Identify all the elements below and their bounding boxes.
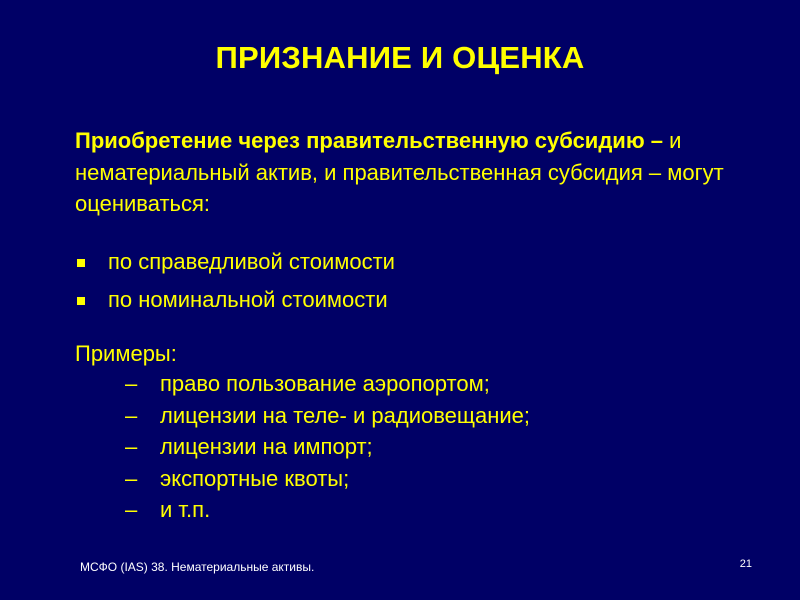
bullet-item <box>75 285 395 323</box>
example-item <box>125 464 530 496</box>
bullet-text: по номинальной стоимости <box>108 287 388 312</box>
dash-bullet-icon: – <box>125 465 138 491</box>
example-item <box>125 432 530 464</box>
examples-list <box>125 369 530 527</box>
example-text: лицензии на теле- и радиовещание; <box>160 402 531 428</box>
slide-title: ПРИЗНАНИЕ И ОЦЕНКА <box>215 40 585 75</box>
example-item <box>125 401 530 433</box>
example-text: экспортные квоты; <box>160 465 350 491</box>
example-text: лицензии на импорт; <box>160 434 373 459</box>
intro-text: и нематериальный актив, и правительственная субсидия – могут оцениваться: <box>75 128 724 216</box>
dash-bullet-icon: – <box>125 497 138 522</box>
dash-bullet-icon: – <box>125 434 138 459</box>
valuation-bullet-list <box>75 247 395 323</box>
square-bullet-icon <box>77 259 85 267</box>
intro-paragraph <box>75 125 735 220</box>
footer-text: МСФО (IAS) 38. Нематериальные активы. <box>80 560 315 574</box>
examples-heading: Примеры: <box>75 341 177 366</box>
example-item <box>125 495 530 527</box>
bullet-text: по справедливой стоимости <box>108 249 395 274</box>
example-item <box>125 369 530 401</box>
intro-bold-text: Приобретение через правительственную субсидию – <box>75 128 663 153</box>
page-number: 21 <box>739 558 752 570</box>
square-bullet-icon <box>77 297 85 305</box>
dash-bullet-icon: – <box>125 402 138 428</box>
example-text: и т.п. <box>160 497 211 522</box>
example-text: право пользование аэропортом; <box>160 371 490 396</box>
bullet-item <box>75 247 395 285</box>
dash-bullet-icon: – <box>125 371 138 396</box>
